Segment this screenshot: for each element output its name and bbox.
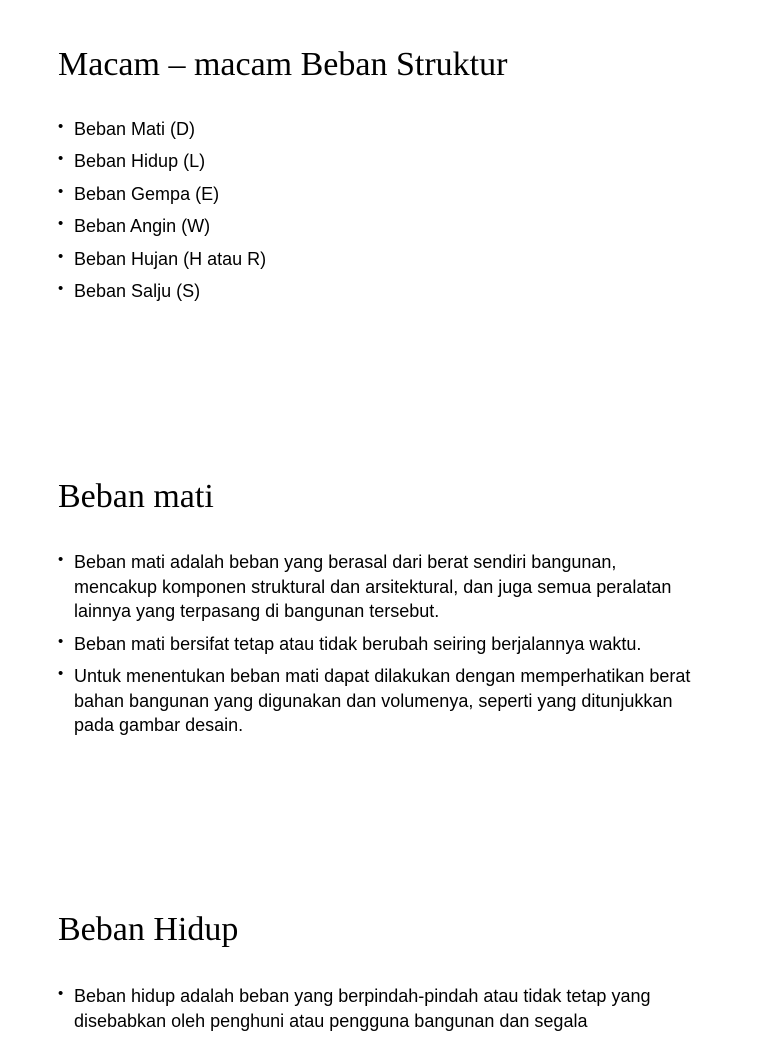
slide-title: Macam – macam Beban Struktur	[58, 46, 508, 83]
list-item: • Beban mati bersifat tetap atau tidak berubah seiring berjalannya waktu.	[58, 632, 698, 657]
bullet-list	[58, 550, 698, 746]
list-item: • Beban Angin (W)	[58, 213, 698, 245]
slide-title: Beban Hidup	[58, 911, 239, 948]
list-item: • Beban hidup adalah beban yang berpindah-pindah atau tidak tetap yang disebabkan oleh penghuni atau pengguna bangunan dan segala	[58, 984, 698, 1033]
slide-title: Beban mati	[58, 478, 214, 515]
list-item: • Beban Hujan (H atau R)	[58, 246, 698, 278]
list-item: • Beban Salju (S)	[58, 278, 698, 310]
bullet-list	[58, 984, 698, 1041]
list-item: • Beban Gempa (E)	[58, 181, 698, 213]
list-item: • Untuk menentukan beban mati dapat dilakukan dengan memperhatikan berat bahan bangunan yang digunakan dan volumenya, seperti yang ditunjukkan pada gambar desain.	[58, 664, 698, 738]
list-item: • Beban Mati (D)	[58, 116, 698, 148]
list-item: • Beban Hidup (L)	[58, 148, 698, 180]
list-item: • Beban mati adalah beban yang berasal dari berat sendiri bangunan, mencakup komponen struktural dan arsitektural, dan juga semua peralatan lainnya yang terpasang di bangunan tersebut.	[58, 550, 698, 624]
bullet-list	[58, 116, 698, 310]
